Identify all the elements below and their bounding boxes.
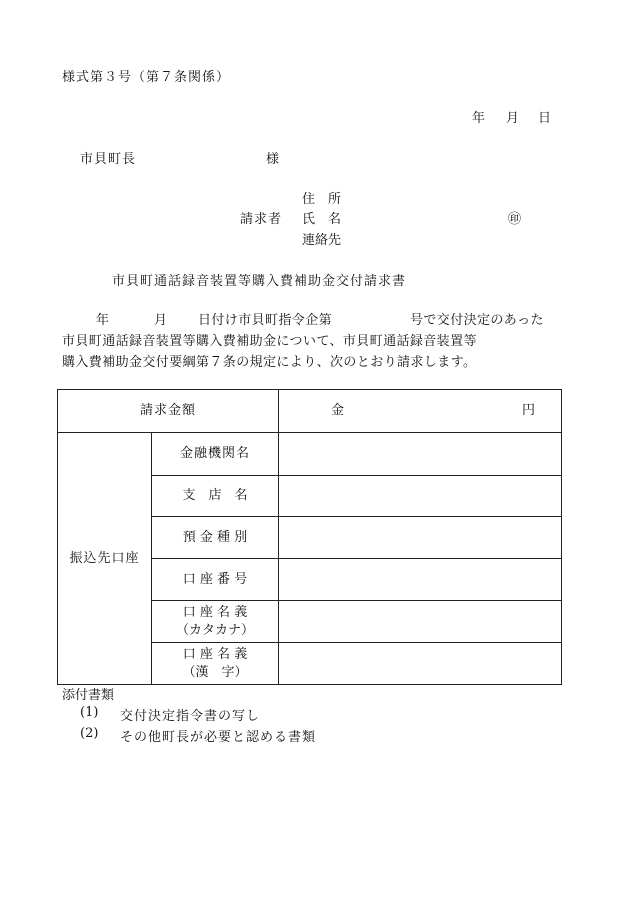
body-line2: 市貝町通話録音装置等購入費補助金について、市貝町通話録音装置等: [62, 334, 477, 349]
account-holder-kana-label: [152, 601, 279, 643]
attachments-heading: 添付書類: [62, 688, 115, 703]
table-row: [58, 433, 562, 476]
amount-prefix: 金: [331, 403, 345, 419]
date-day-label: 日: [538, 111, 552, 126]
requester-label: 請求者: [240, 212, 283, 227]
bank-name-label: 金融機関名: [152, 433, 279, 476]
date-year-label: 年: [472, 111, 486, 126]
branch-name-field[interactable]: [279, 476, 562, 517]
kanji-sublabel: （漢 字）: [182, 664, 248, 680]
addressee-name: 市貝町長: [80, 152, 137, 167]
account-holder-kanji-label: [152, 643, 279, 685]
bank-name-field[interactable]: [279, 433, 562, 476]
account-holder-kanji-field[interactable]: [279, 643, 562, 685]
body-month: 月: [154, 313, 168, 328]
body-line1-end: 号で交付決定のあった: [410, 313, 544, 328]
amount-field[interactable]: [279, 390, 562, 433]
attachment-item-2-num: (2): [80, 726, 99, 741]
account-number-field[interactable]: [279, 559, 562, 601]
account-number-label: 口 座 番 号: [152, 559, 279, 601]
requester-address-label: 住 所: [302, 192, 342, 207]
seal-mark: ㊞: [508, 212, 522, 227]
account-holder-label: 口 座 名 義: [182, 646, 248, 662]
account-label: 振込先口座: [58, 433, 152, 685]
attachment-item-1-num: (1): [80, 705, 99, 720]
deposit-type-label: 預 金 種 別: [152, 517, 279, 559]
attachment-item-2-text: その他町長が必要と認める書類: [120, 730, 317, 745]
amount-label: 請求金額: [58, 390, 279, 433]
branch-name-label: 支 店 名: [152, 476, 279, 517]
document-title: 市貝町通話録音装置等購入費補助金交付請求書: [112, 274, 407, 289]
body-line3: 購入費補助金交付要綱第７条の規定により、次のとおり請求します。: [62, 355, 477, 370]
body-year: 年: [96, 313, 110, 328]
date-month-label: 月: [506, 111, 520, 126]
account-holder-kana-field[interactable]: [279, 601, 562, 643]
request-form-table: [57, 389, 562, 685]
deposit-type-field[interactable]: [279, 517, 562, 559]
kana-sublabel: （カタカナ）: [176, 622, 255, 638]
form-number: 様式第３号（第７条関係）: [62, 70, 231, 85]
requester-name-label: 氏 名: [302, 212, 342, 227]
attachment-item-1-text: 交付決定指令書の写し: [120, 709, 261, 724]
body-line1-mid: 日付け市貝町指令企第: [198, 313, 333, 328]
amount-row: [58, 390, 562, 433]
account-holder-label: 口 座 名 義: [182, 604, 248, 620]
requester-contact-label: 連絡先: [302, 233, 342, 248]
addressee-honorific: 様: [266, 152, 280, 167]
amount-unit: 円: [522, 403, 536, 419]
